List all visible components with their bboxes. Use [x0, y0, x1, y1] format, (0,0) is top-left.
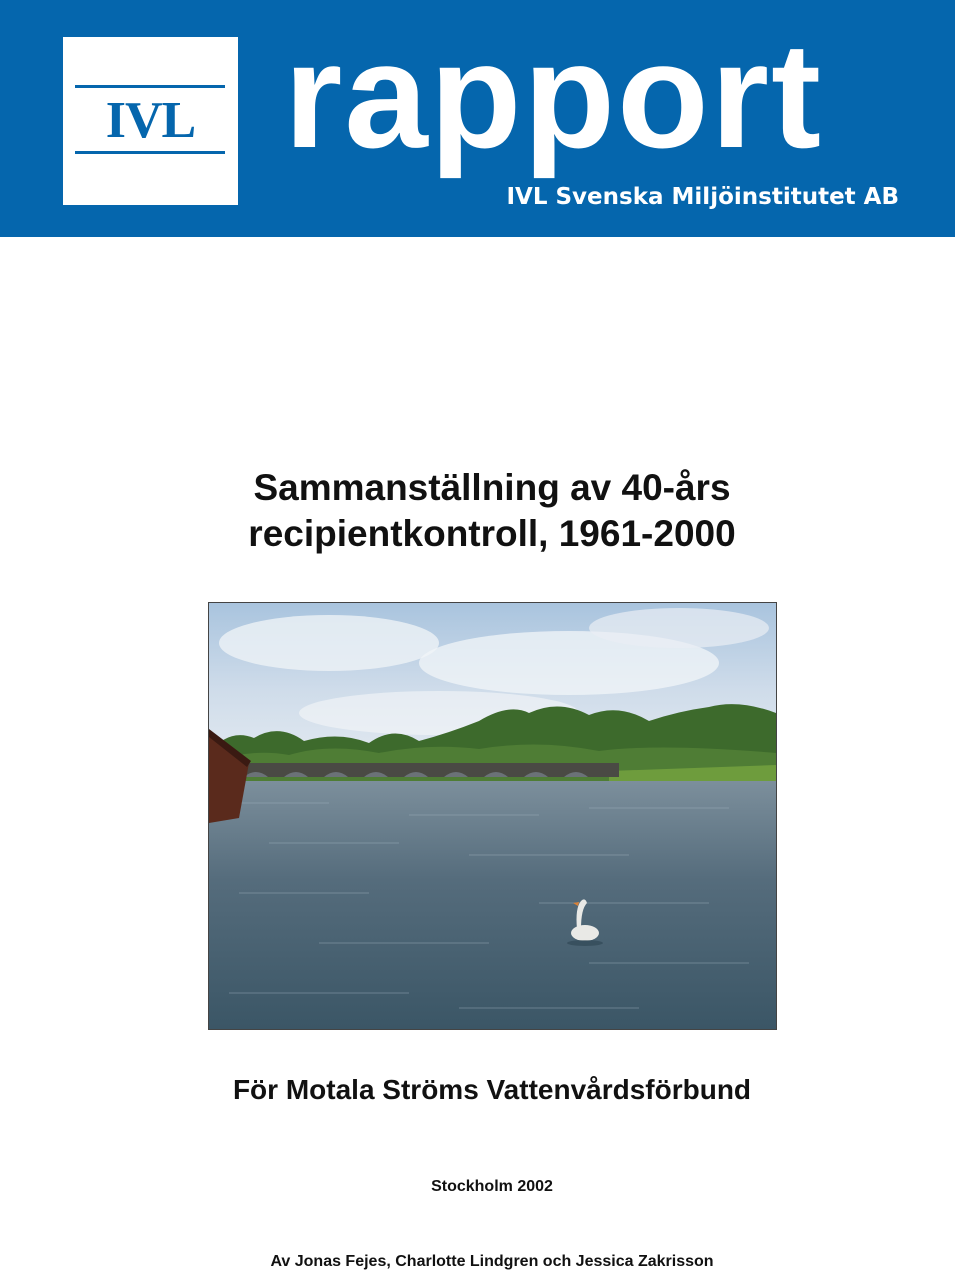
report-title — [0, 465, 960, 557]
logo-text: IVL — [105, 92, 196, 149]
brand-word: rapport — [284, 11, 823, 179]
title-line-1: Sammanställning av 40-års — [253, 467, 731, 508]
header-banner — [0, 0, 955, 237]
logo-line-bottom — [75, 151, 225, 154]
cover-photo — [208, 602, 777, 1030]
authors: Av Jonas Fejes, Charlotte Lindgren och Jessica Zakrisson — [270, 1253, 714, 1270]
title-line-2: recipientkontroll, 1961-2000 — [248, 513, 736, 554]
brand-subtitle: IVL Svenska Miljöinstitutet AB — [506, 184, 899, 210]
place-year: Stockholm 2002 — [431, 1178, 553, 1195]
logo-line-top — [75, 85, 225, 88]
report-subtitle: För Motala Ströms Vattenvårdsförbund — [232, 1074, 752, 1105]
ivl-logo — [63, 37, 238, 205]
